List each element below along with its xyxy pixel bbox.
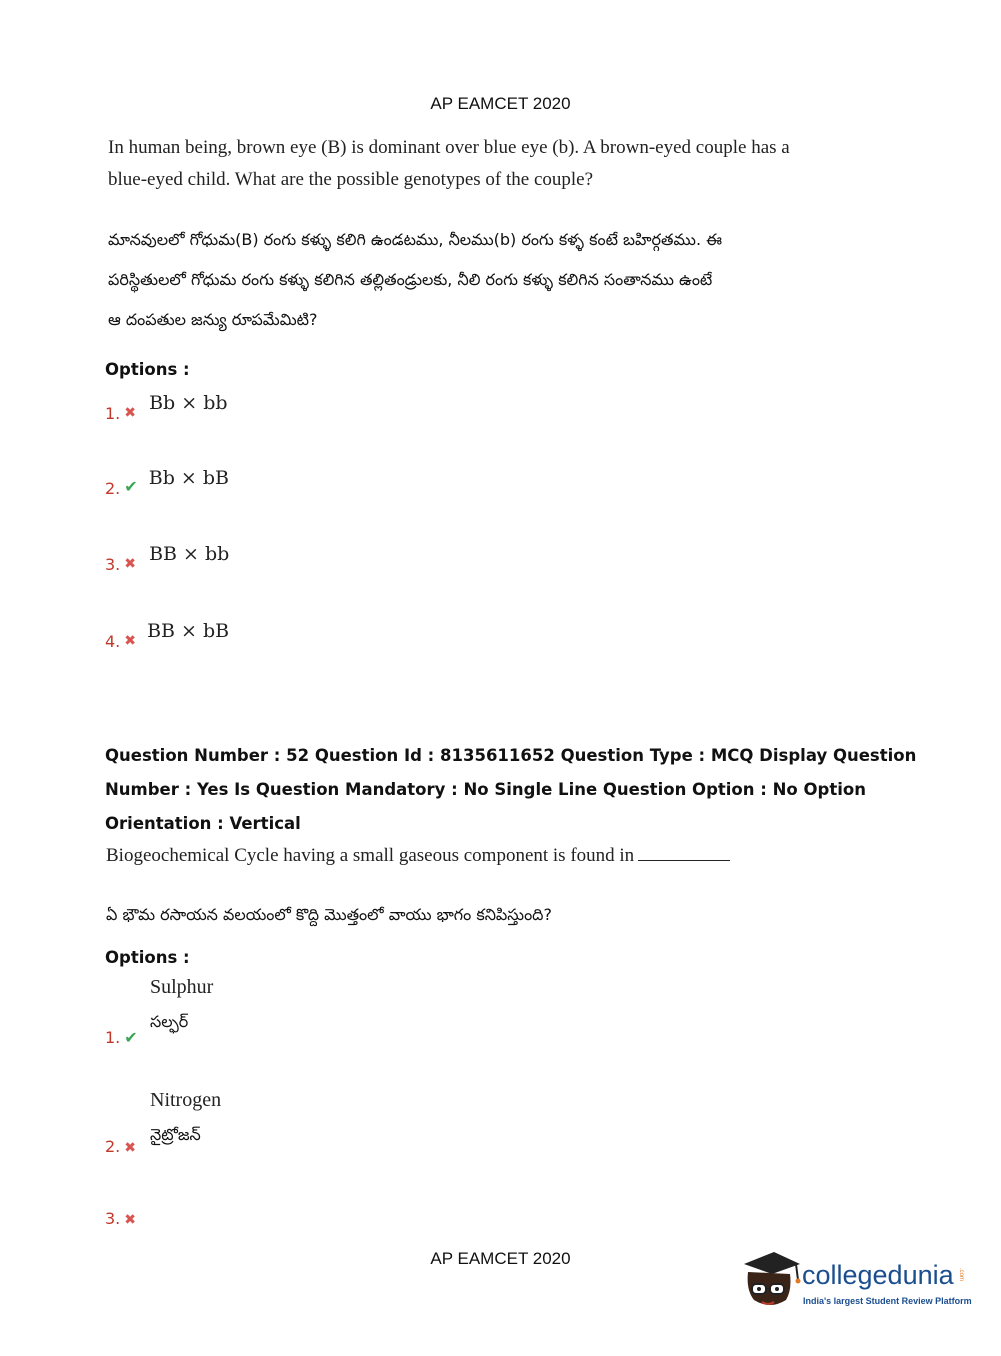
q52-meta-line3: Orientation : Vertical	[105, 814, 301, 833]
option-number: 1.	[105, 404, 121, 423]
q51-telugu-line2: పరిస్థితులలో గోధుమ రంగు కళ్ళు కలిగిన తల్లితండ్రులకు, నీలి రంగు కళ్ళు కలిగిన సంతానము ఉంటే	[108, 270, 713, 289]
q52-option-2[interactable]	[105, 1089, 405, 1161]
option-text: Bb × bB	[148, 467, 230, 489]
option-number: 1.	[105, 1028, 121, 1047]
q52-option-1[interactable]	[105, 976, 405, 1048]
page-header: AP EAMCET 2020	[430, 94, 571, 113]
q52-option-3[interactable]	[105, 1209, 136, 1228]
cross-icon: ✖	[124, 556, 136, 572]
collegedunia-logo[interactable]	[740, 1246, 970, 1316]
q51-option-1[interactable]	[105, 392, 228, 423]
q51-english-line1: In human being, brown eye (B) is dominant over blue eye (b). A brown-eyed couple has a	[108, 137, 790, 158]
page-footer: AP EAMCET 2020	[430, 1249, 571, 1268]
q51-telugu-line3: ఆ దంపతుల జన్యు రూపమేమిటి?	[108, 310, 318, 329]
q52-english	[106, 840, 906, 872]
option-text: Bb × bb	[149, 392, 228, 414]
option-number: 2.	[105, 1137, 121, 1156]
check-icon: ✔	[124, 477, 138, 496]
logo-domain-suffix: .com	[958, 1268, 964, 1282]
q52-meta-line1: Question Number : 52 Question Id : 8135611652 Question Type : MCQ Display Question	[105, 746, 917, 765]
option-number: 2.	[105, 479, 121, 498]
answer-blank	[638, 844, 730, 861]
option-text: Nitrogen	[150, 1089, 222, 1111]
cross-icon: ✖	[124, 633, 136, 649]
logo-wordmark: collegedunia	[802, 1260, 954, 1290]
q52-english-text: Biogeochemical Cycle having a small gaseous component is found in	[106, 845, 635, 866]
logo-tagline: India's largest Student Review Platform	[803, 1296, 972, 1306]
q51-option-3[interactable]	[105, 543, 230, 574]
option-text: BB × bB	[147, 620, 230, 642]
cross-icon: ✖	[124, 1140, 136, 1156]
q51-english	[108, 132, 908, 196]
q51-english-line2: blue-eyed child. What are the possible genotypes of the couple?	[108, 169, 594, 190]
option-text: Sulphur	[150, 976, 214, 998]
check-icon: ✔	[124, 1028, 138, 1047]
mascot-graduation-cap-icon	[740, 1246, 802, 1316]
option-telugu: నైట్రోజన్	[150, 1125, 201, 1144]
q52-telugu: ఏ భౌమ రసాయన వలయంలో కొద్ది మొత్తంలో వాయు భాగం కనిపిస్తుంది?	[106, 905, 552, 924]
option-number: 3.	[105, 555, 121, 574]
q51-options-label: Options :	[105, 360, 190, 379]
q52-options-label: Options :	[105, 948, 190, 967]
q51-option-4[interactable]	[105, 620, 230, 651]
option-number: 3.	[105, 1209, 121, 1228]
option-number: 4.	[105, 632, 121, 651]
q51-option-2[interactable]	[105, 467, 230, 498]
option-telugu: సల్ఫర్	[150, 1012, 189, 1031]
cross-icon: ✖	[124, 405, 136, 421]
q51-telugu-line1: మానవులలో గోధుమ(B) రంగు కళ్ళు కలిగి ఉండటము, నీలము(b) రంగు కళ్ళ కంటే బహిర్గతము. ఈ	[108, 230, 723, 249]
q51-telugu	[108, 220, 928, 340]
cross-icon: ✖	[124, 1212, 136, 1228]
option-text: BB × bb	[149, 543, 230, 565]
q52-meta-line2: Number : Yes Is Question Mandatory : No Single Line Question Option : No Option	[105, 780, 866, 799]
